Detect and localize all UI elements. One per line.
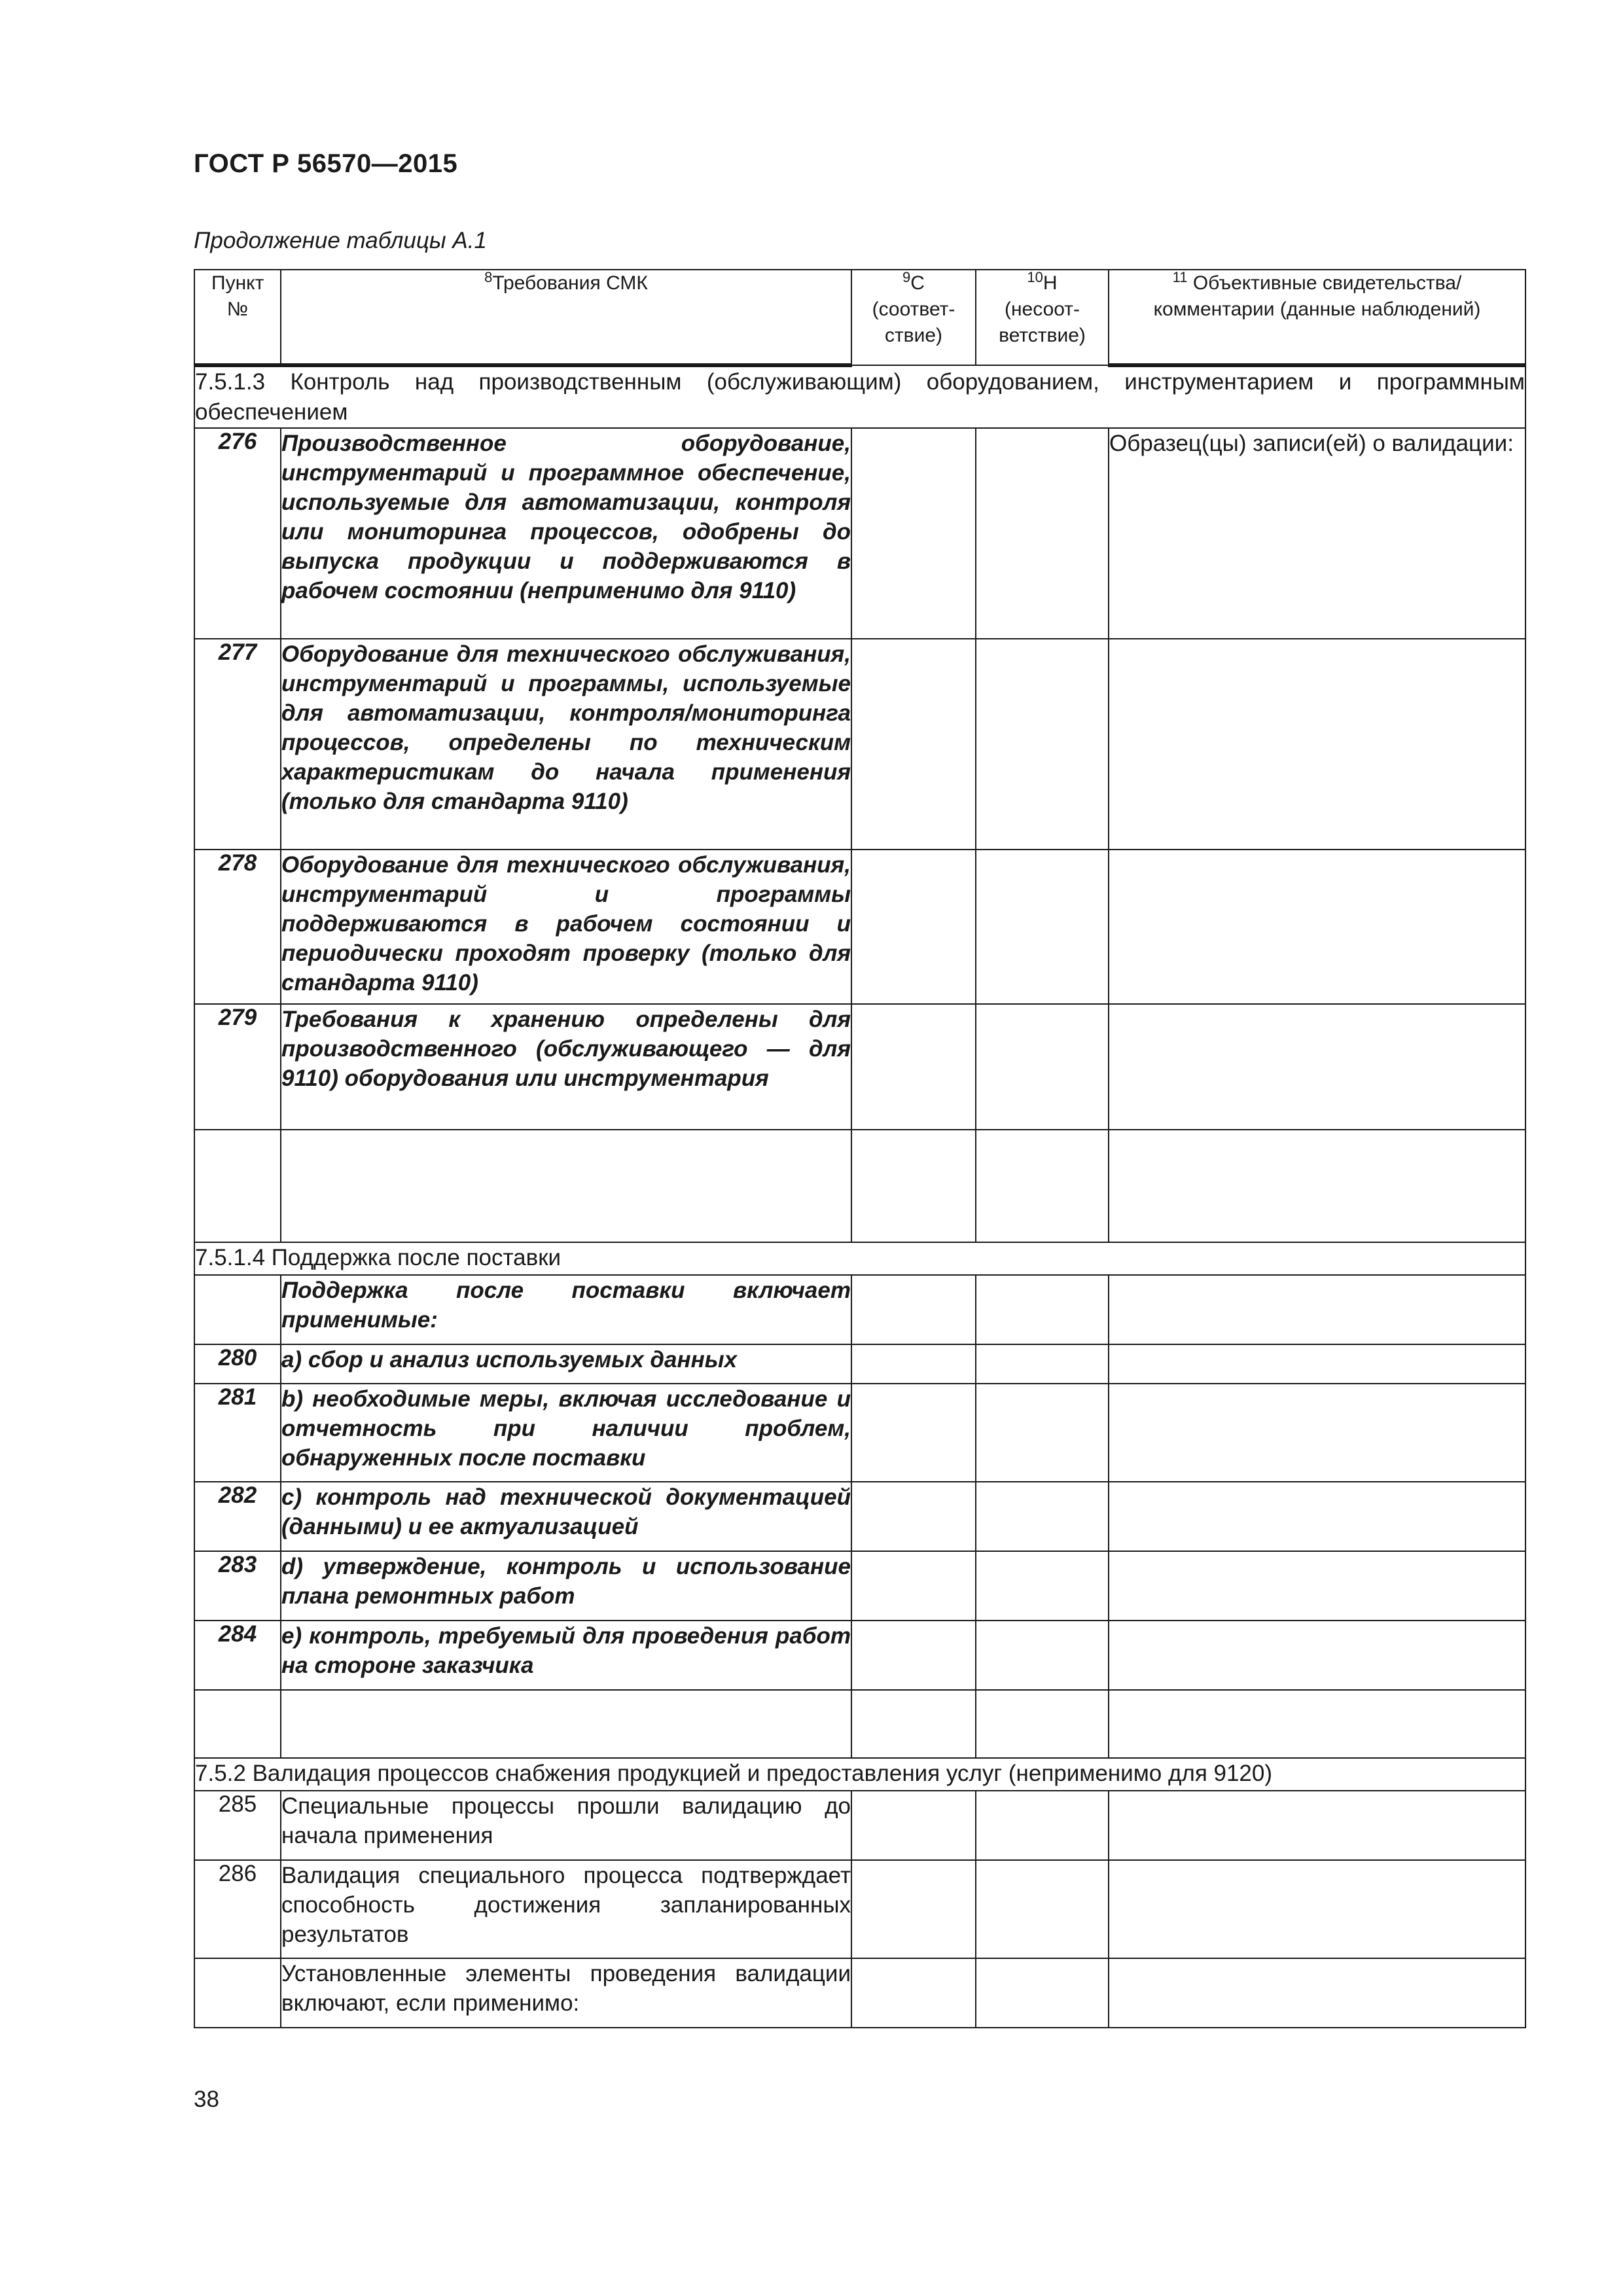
- nonconformity-cell[interactable]: [976, 850, 1109, 1004]
- requirement-text: e) контроль, требуемый для проведения работ на стороне заказчика: [281, 1621, 851, 1690]
- header-requirements: [281, 270, 851, 365]
- page-number: 38: [194, 2087, 219, 2112]
- header-punkt: [194, 270, 281, 365]
- evidence-cell[interactable]: [1109, 639, 1525, 850]
- section-title: 7.5.1.3 Контроль над производственным (обслуживающим) оборудованием, инструментарием и программным обеспечением: [194, 365, 1525, 428]
- evidence-cell[interactable]: [1109, 1690, 1525, 1758]
- nonconformity-cell[interactable]: [976, 1958, 1109, 2028]
- evidence-cell[interactable]: [1109, 1004, 1525, 1130]
- conformity-cell[interactable]: [851, 1275, 976, 1344]
- empty-number-cell: [194, 1130, 281, 1242]
- header-punkt-label: Пункт №: [211, 272, 264, 320]
- table-row: [194, 1275, 1525, 1344]
- nonconformity-cell[interactable]: [976, 1384, 1109, 1482]
- nonconformity-cell[interactable]: [976, 1860, 1109, 1958]
- empty-requirement-cell: [281, 1130, 851, 1242]
- conformity-cell[interactable]: [851, 1860, 976, 1958]
- section-row: [194, 365, 1525, 428]
- conformity-cell[interactable]: [851, 1621, 976, 1690]
- table-row: [194, 1621, 1525, 1690]
- evidence-cell[interactable]: [1109, 1482, 1525, 1551]
- empty-number-cell: [194, 1690, 281, 1758]
- requirement-text: Поддержка после поставки включает применимые:: [281, 1275, 851, 1344]
- table-row: [194, 1860, 1525, 1958]
- empty-row: [194, 1690, 1525, 1758]
- requirement-text: Оборудование для технического обслуживания, инструментарий и программы поддерживаются в рабочем состоянии и периодически проходят проверку (только для стандарта 9110): [281, 850, 851, 1004]
- table-row: [194, 428, 1525, 639]
- empty-number-cell: [194, 1275, 281, 1344]
- header-c-sup: 9: [902, 269, 911, 285]
- row-number: 281: [194, 1384, 281, 1482]
- requirement-text: c) контроль над технической документацией (данными) и ее актуализацией: [281, 1482, 851, 1551]
- table-row: [194, 1958, 1525, 2028]
- empty-row: [194, 1130, 1525, 1242]
- nonconformity-cell[interactable]: [976, 639, 1109, 850]
- conformity-cell[interactable]: [851, 1690, 976, 1758]
- row-number: 282: [194, 1482, 281, 1551]
- header-ev-sup: 11: [1172, 269, 1188, 285]
- table-row: [194, 1482, 1525, 1551]
- empty-number-cell: [194, 1958, 281, 2028]
- conformity-cell[interactable]: [851, 1791, 976, 1860]
- evidence-cell[interactable]: [1109, 1384, 1525, 1482]
- section-title: 7.5.1.4 Поддержка после поставки: [194, 1242, 1525, 1275]
- conformity-cell[interactable]: [851, 1958, 976, 2028]
- header-evidence: [1109, 270, 1525, 365]
- table-row: [194, 1551, 1525, 1621]
- header-row: [194, 270, 1525, 365]
- conformity-cell[interactable]: [851, 1551, 976, 1621]
- row-number: 278: [194, 850, 281, 1004]
- row-number: 284: [194, 1621, 281, 1690]
- evidence-cell[interactable]: [1109, 1344, 1525, 1384]
- conformity-cell[interactable]: [851, 850, 976, 1004]
- row-number: 285: [194, 1791, 281, 1860]
- requirement-text: Валидация специального процесса подтверждает способность достижения запланированных результатов: [281, 1860, 851, 1958]
- nonconformity-cell[interactable]: [976, 428, 1109, 639]
- table-row: [194, 1791, 1525, 1860]
- table-row: [194, 1004, 1525, 1130]
- evidence-cell[interactable]: [1109, 1130, 1525, 1242]
- section-row: [194, 1242, 1525, 1275]
- nonconformity-cell[interactable]: [976, 1004, 1109, 1130]
- table-row: [194, 639, 1525, 850]
- nonconformity-cell[interactable]: [976, 1275, 1109, 1344]
- row-number: 286: [194, 1860, 281, 1958]
- requirement-text: Оборудование для технического обслуживания, инструментарий и программы, используемые для автоматизации, контроля/мониторинга процессов, определены по техническим характеристикам до начала применения (только для стандарта 9110): [281, 639, 851, 850]
- row-number: 280: [194, 1344, 281, 1384]
- nonconformity-cell[interactable]: [976, 1551, 1109, 1621]
- header-req-sup: 8: [484, 269, 493, 285]
- section-title: 7.5.2 Валидация процессов снабжения продукцией и предоставления услуг (неприменимо для 9120): [194, 1758, 1525, 1791]
- nonconformity-cell[interactable]: [976, 1482, 1109, 1551]
- requirement-text: b) необходимые меры, включая исследование и отчетность при наличии проблем, обнаруженных после поставки: [281, 1384, 851, 1482]
- header-nonconformity: [976, 270, 1109, 365]
- document-title: ГОСТ Р 56570—2015: [194, 149, 458, 178]
- conformity-cell[interactable]: [851, 1344, 976, 1384]
- nonconformity-cell[interactable]: [976, 1130, 1109, 1242]
- requirement-text: Установленные элементы проведения валидации включают, если применимо:: [281, 1958, 851, 2028]
- header-c-label: С (соответ-ствие): [872, 272, 955, 346]
- requirement-text: a) сбор и анализ используемых данных: [281, 1344, 851, 1384]
- conformity-cell[interactable]: [851, 639, 976, 850]
- evidence-cell[interactable]: [1109, 850, 1525, 1004]
- evidence-cell[interactable]: Образец(цы) записи(ей) о валидации:: [1109, 428, 1525, 639]
- header-n-label: Н (несоот-ветствие): [999, 272, 1086, 346]
- requirement-text: Требования к хранению определены для производственного (обслуживающего — для 9110) оборудования или инструментария: [281, 1004, 851, 1130]
- row-number: 276: [194, 428, 281, 639]
- evidence-cell[interactable]: [1109, 1551, 1525, 1621]
- evidence-cell[interactable]: [1109, 1275, 1525, 1344]
- requirement-text: d) утверждение, контроль и использование плана ремонтных работ: [281, 1551, 851, 1621]
- checklist-table: [194, 269, 1526, 2028]
- evidence-cell[interactable]: [1109, 1958, 1525, 2028]
- nonconformity-cell[interactable]: [976, 1621, 1109, 1690]
- section-row: [194, 1758, 1525, 1791]
- conformity-cell[interactable]: [851, 1130, 976, 1242]
- evidence-cell[interactable]: [1109, 1791, 1525, 1860]
- conformity-cell[interactable]: [851, 1384, 976, 1482]
- row-number: 279: [194, 1004, 281, 1130]
- header-n-sup: 10: [1027, 269, 1043, 285]
- table-row: [194, 1344, 1525, 1384]
- requirement-text: Производственное оборудование, инструментарий и программное обеспечение, используемые для автоматизации, контроля или мониторинга процессов, одобрены до выпуска продукции и поддерживаются в рабочем состоянии (неприменимо для 9110): [281, 428, 851, 639]
- row-number: 277: [194, 639, 281, 850]
- conformity-cell[interactable]: [851, 1482, 976, 1551]
- evidence-cell[interactable]: [1109, 1860, 1525, 1958]
- conformity-cell[interactable]: [851, 428, 976, 639]
- nonconformity-cell[interactable]: [976, 1344, 1109, 1384]
- conformity-cell[interactable]: [851, 1004, 976, 1130]
- row-number: 283: [194, 1551, 281, 1621]
- header-req-label: Требования СМК: [492, 272, 648, 294]
- table-row: [194, 1384, 1525, 1482]
- nonconformity-cell[interactable]: [976, 1791, 1109, 1860]
- table-caption: Продолжение таблицы А.1: [194, 228, 487, 253]
- requirement-text: Специальные процессы прошли валидацию до начала применения: [281, 1791, 851, 1860]
- header-conformity: [851, 270, 976, 365]
- table-row: [194, 850, 1525, 1004]
- evidence-cell[interactable]: [1109, 1621, 1525, 1690]
- empty-requirement-cell: [281, 1690, 851, 1758]
- header-ev-label: Объективные свидетельства/ комментарии (данные наблюдений): [1153, 272, 1481, 320]
- nonconformity-cell[interactable]: [976, 1690, 1109, 1758]
